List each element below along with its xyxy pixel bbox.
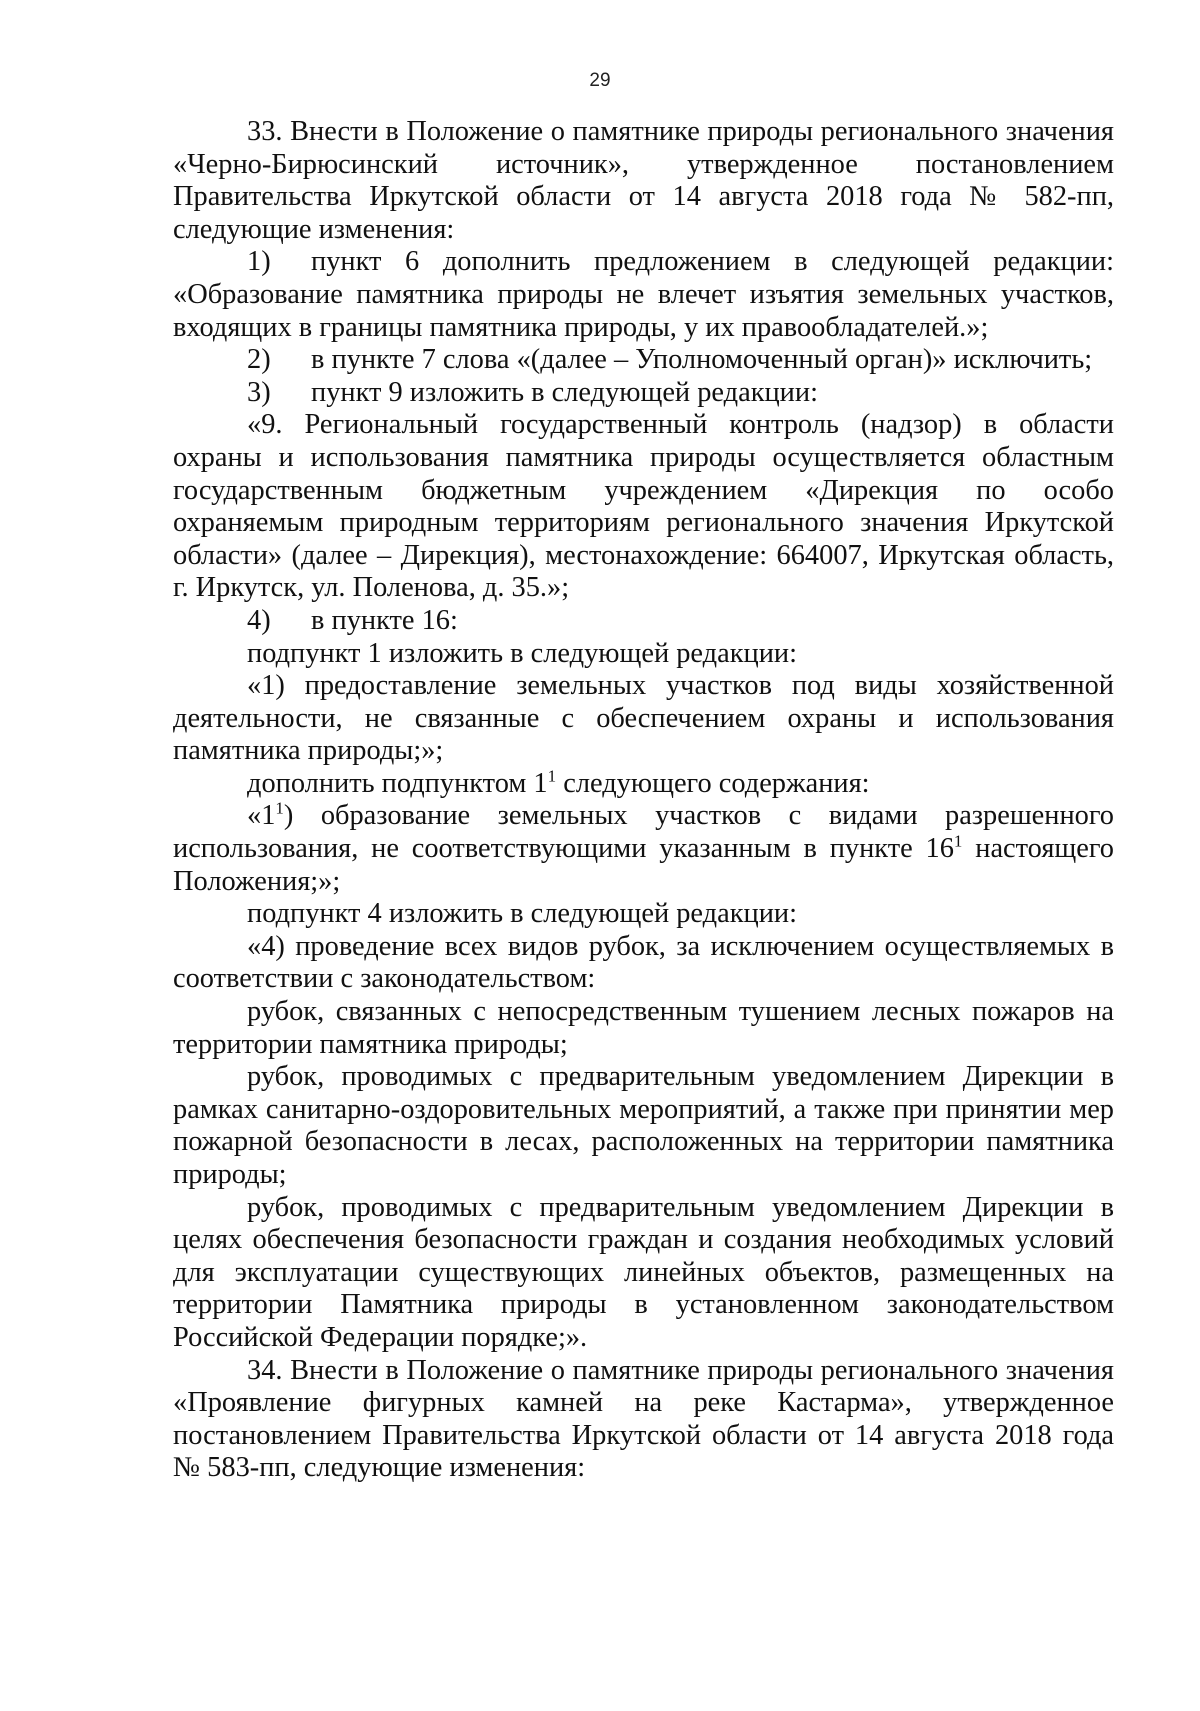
superscript: 1 (953, 831, 963, 851)
superscript: 1 (547, 766, 557, 786)
text-part: ) образование земельных участков с видами разрешенного использования, не соответствующими указанным в пункте 16 (173, 800, 1114, 865)
subitem-1-intro: подпункт 1 изложить в следующей редакции: (247, 637, 797, 669)
item-text: в пункте 16: (311, 604, 458, 636)
item-text: в пункте 7 слова «(далее – Уполномоченный орган)» исключить; (311, 344, 1093, 376)
subitem-4-b: рубок, проводимых с предварительным уведомлением Дирекции в рамках санитарно-оздоровительных мероприятий, а также при принятии мер пожарной безопасности в лесах, расположенных на территории памятника природы; (173, 1061, 1114, 1190)
item-33-3 (173, 377, 1114, 410)
item-number: 3) (247, 376, 271, 408)
subitem-4-c: рубок, проводимых с предварительным уведомлением Дирекции в целях обеспечения безопасности граждан и создания необходимых условий для эксплуатации существующих линейных объектов, размещенных на территории Памятника природы в установленном законодательством Российской Федерации порядке;». (173, 1191, 1114, 1353)
item-33-2 (173, 344, 1114, 377)
subitem-1-quote: «1) предоставление земельных участков под виды хозяйственной деятельности, не связанные с обеспечением охраны и использования памятника природы;»; (173, 670, 1114, 767)
paragraph-34-intro: 34. Внести в Положение о памятнике природы регионального значения «Проявление фигурных камней на реке Кастарма», утвержденное постановлением Правительства Иркутской области от 14 августа 2018 года № 583-пп, следующие изменения: (173, 1354, 1114, 1484)
subitem-4-quote: «4) проведение всех видов рубок, за исключением осуществляемых в соответствии с законодательством: (173, 930, 1114, 995)
text-part: настоящего Положения;»; (173, 833, 1114, 897)
paragraph-33-intro: 33. Внести в Положение о памятнике природы регионального значения «Черно-Бирюсинский источник», утвержденное постановлением Правительства Иркутской области от 14 августа 2018 года № 582-пп, следующие изменения: (173, 116, 1114, 245)
item-number: 1) (247, 246, 271, 278)
page-number: 29 (589, 70, 611, 91)
subitem-4-intro: подпункт 4 изложить в следующей редакции: (247, 898, 797, 930)
item-33-4 (173, 605, 1114, 638)
item-33-3-quote: «9. Региональный государственный контроль (надзор) в области охраны и использования памятника природы осуществляется областным государственным бюджетным учреждением «Дирекция по особо охраняемым природным территориям регионального значения Иркутской области» (далее – Дирекция), местонахождение: 664007, Иркутская область, г. Иркутск, ул. Поленова, д. 35.»; (173, 409, 1114, 604)
text-part: следующего содержания: (556, 767, 870, 799)
subitem-4-a: рубок, связанных с непосредственным тушением лесных пожаров на территории памятника природы; (173, 996, 1114, 1060)
subitem-1-1-quote (173, 800, 1114, 898)
text-part: «1 (247, 800, 276, 832)
item-text: пункт 9 изложить в следующей редакции: (311, 376, 818, 408)
text-part: дополнить подпунктом 1 (247, 767, 548, 799)
item-33-1 (173, 246, 1114, 344)
superscript: 1 (275, 799, 284, 818)
item-text: пункт 6 дополнить предложением в следующей редакции: «Образование памятника природы не влечет изъятия земельных участков, входящих в границы памятника природы, у их правообладателей.»; (173, 246, 1114, 343)
item-number: 4) (247, 604, 271, 636)
subitem-1-1-intro (173, 768, 1114, 801)
item-number: 2) (247, 344, 271, 376)
document-body (173, 116, 1114, 1485)
